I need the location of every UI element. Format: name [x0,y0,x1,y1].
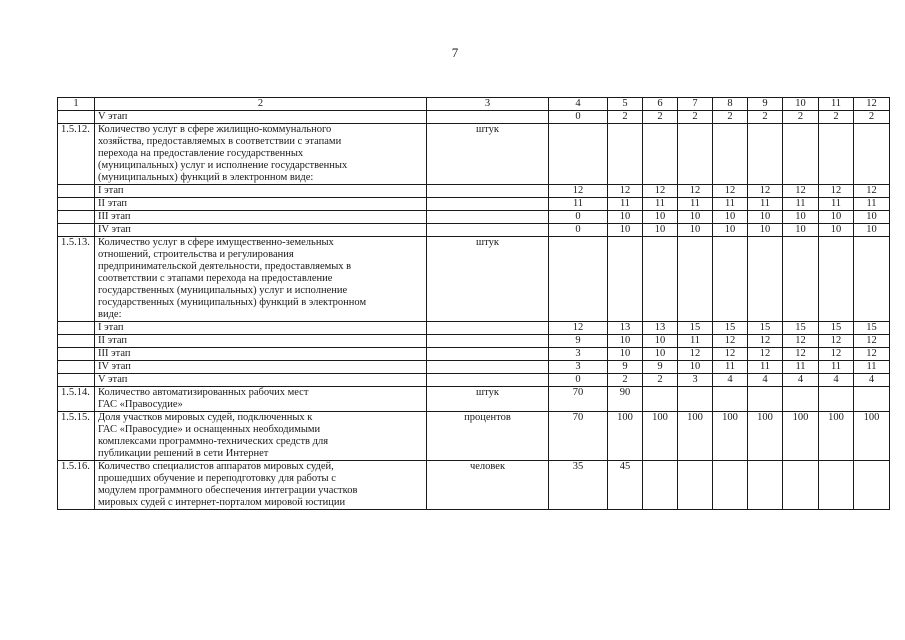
stage-row [58,322,890,335]
value-cell: 12 [713,185,748,198]
value-cell [748,237,783,322]
value-cell [549,124,608,185]
stage-label: I этап [95,322,427,335]
empty-cell [427,185,549,198]
value-cell [713,461,748,510]
empty-cell [427,348,549,361]
value-cell: 4 [748,374,783,387]
value-cell: 12 [713,335,748,348]
value-cell: 15 [678,322,713,335]
header-cell: 1 [58,98,95,111]
value-cell: 4 [854,374,890,387]
value-cell: 10 [819,224,854,237]
value-cell: 11 [748,198,783,211]
header-cell: 2 [95,98,427,111]
value-cell: 12 [748,348,783,361]
value-cell: 12 [854,335,890,348]
empty-cell [427,335,549,348]
value-cell: 12 [678,348,713,361]
value-cell: 0 [549,211,608,224]
value-cell [643,461,678,510]
value-cell: 11 [854,361,890,374]
value-cell [819,461,854,510]
value-cell: 100 [713,412,748,461]
empty-cell [58,374,95,387]
value-cell: 12 [783,348,819,361]
value-cell [678,461,713,510]
item-description: Количество услуг в сфере имущественно-земельных отношений, строительства и регулирования предпринимательской деятельности, предоставляемых в соответствии с этапами перехода на предоставление государственных (муниципальных) услуг и исполнение государственных (муниципальных) функций в электронном виде: [95,237,427,322]
value-cell [854,237,890,322]
value-cell: 12 [748,335,783,348]
value-cell: 2 [783,111,819,124]
header-cell: 8 [713,98,748,111]
empty-cell [58,348,95,361]
item-unit: процентов [427,412,549,461]
value-cell: 0 [549,111,608,124]
value-cell: 10 [643,335,678,348]
item-number: 1.5.14. [58,387,95,412]
item-unit: штук [427,124,549,185]
value-cell: 11 [748,361,783,374]
value-cell [678,237,713,322]
value-cell: 12 [854,348,890,361]
value-cell: 15 [713,322,748,335]
empty-cell [58,198,95,211]
header-row [58,98,890,111]
value-cell: 2 [748,111,783,124]
value-cell: 11 [678,335,713,348]
value-cell: 10 [643,348,678,361]
value-cell: 10 [783,211,819,224]
item-row [58,124,890,185]
value-cell: 2 [608,374,643,387]
stage-row [58,361,890,374]
value-cell: 100 [854,412,890,461]
empty-cell [58,322,95,335]
value-cell [713,124,748,185]
value-cell: 100 [678,412,713,461]
value-cell: 10 [854,211,890,224]
stage-label: II этап [95,198,427,211]
item-row [58,387,890,412]
stage-label: V этап [95,111,427,124]
stage-row [58,211,890,224]
empty-cell [58,335,95,348]
value-cell: 10 [819,211,854,224]
empty-cell [427,211,549,224]
item-description: Количество специалистов аппаратов мировых судей, прошедших обучение и переподготовку для работы с модулем программного обеспечения интеграции участков мировых судей с интернет-порталом мировой юстиции [95,461,427,510]
value-cell [819,124,854,185]
stage-row [58,198,890,211]
value-cell [783,124,819,185]
value-cell: 11 [643,198,678,211]
value-cell: 11 [783,198,819,211]
empty-cell [58,361,95,374]
header-cell: 12 [854,98,890,111]
value-cell: 70 [549,412,608,461]
value-cell: 70 [549,387,608,412]
header-cell: 4 [549,98,608,111]
value-cell: 10 [608,211,643,224]
value-cell: 100 [748,412,783,461]
item-description: Количество услуг в сфере жилищно-коммунального хозяйства, предоставляемых в соответствии с этапами перехода на предоставление государственных (муниципальных) услуг и исполнение государственных (муниципальных) функций в электронном виде: [95,124,427,185]
value-cell [643,237,678,322]
value-cell [608,124,643,185]
value-cell [783,461,819,510]
value-cell: 12 [549,185,608,198]
stage-label: I этап [95,185,427,198]
value-cell: 12 [549,322,608,335]
header-cell: 5 [608,98,643,111]
value-cell: 12 [783,185,819,198]
value-cell: 15 [854,322,890,335]
value-cell: 11 [713,361,748,374]
value-cell: 15 [783,322,819,335]
item-row [58,461,890,510]
item-number: 1.5.12. [58,124,95,185]
item-number: 1.5.15. [58,412,95,461]
item-row [58,237,890,322]
value-cell: 0 [549,374,608,387]
value-cell: 12 [678,185,713,198]
value-cell [549,237,608,322]
value-cell: 10 [643,224,678,237]
value-cell: 10 [713,224,748,237]
value-cell [748,124,783,185]
value-cell [819,387,854,412]
value-cell: 2 [854,111,890,124]
value-cell: 100 [819,412,854,461]
value-cell: 10 [678,224,713,237]
page-number: 7 [451,45,459,60]
value-cell: 2 [678,111,713,124]
value-cell: 0 [549,224,608,237]
value-cell [854,387,890,412]
value-cell: 12 [748,185,783,198]
item-unit: человек [427,461,549,510]
value-cell [819,237,854,322]
empty-cell [58,211,95,224]
stage-row [58,111,890,124]
value-cell: 100 [643,412,678,461]
value-cell: 12 [819,348,854,361]
header-cell: 11 [819,98,854,111]
stage-label: II этап [95,335,427,348]
value-cell: 2 [643,374,678,387]
stage-row [58,185,890,198]
value-cell: 35 [549,461,608,510]
value-cell: 15 [819,322,854,335]
header-cell: 6 [643,98,678,111]
item-unit: штук [427,387,549,412]
value-cell: 11 [819,361,854,374]
value-cell: 10 [713,211,748,224]
value-cell: 9 [549,335,608,348]
stage-row [58,224,890,237]
item-description: Доля участков мировых судей, подключенных к ГАС «Правосудие» и оснащенных необходимыми комплексами программно-технических средств для публикации решений в сети Интернет [95,412,427,461]
value-cell: 2 [608,111,643,124]
value-cell: 10 [783,224,819,237]
empty-cell [427,111,549,124]
empty-cell [427,361,549,374]
value-cell: 13 [643,322,678,335]
value-cell: 45 [608,461,643,510]
item-description: Количество автоматизированных рабочих мест ГАС «Правосудие» [95,387,427,412]
empty-cell [58,224,95,237]
value-cell: 9 [608,361,643,374]
empty-cell [58,111,95,124]
header-cell: 9 [748,98,783,111]
value-cell [748,461,783,510]
item-number: 1.5.16. [58,461,95,510]
item-row [58,412,890,461]
value-cell: 15 [748,322,783,335]
value-cell: 11 [549,198,608,211]
stage-row [58,335,890,348]
value-cell: 100 [608,412,643,461]
stage-label: III этап [95,348,427,361]
value-cell: 10 [678,361,713,374]
value-cell [608,237,643,322]
value-cell: 90 [608,387,643,412]
value-cell: 100 [783,412,819,461]
value-cell: 4 [713,374,748,387]
value-cell: 10 [608,348,643,361]
value-cell: 4 [783,374,819,387]
value-cell: 11 [713,198,748,211]
value-cell: 3 [678,374,713,387]
value-cell: 4 [819,374,854,387]
value-cell: 11 [854,198,890,211]
value-cell: 2 [643,111,678,124]
header-cell: 7 [678,98,713,111]
value-cell [854,124,890,185]
value-cell: 3 [549,361,608,374]
empty-cell [427,322,549,335]
value-cell: 10 [854,224,890,237]
value-cell: 11 [608,198,643,211]
value-cell [643,387,678,412]
value-cell: 10 [748,211,783,224]
empty-cell [58,185,95,198]
value-cell: 12 [608,185,643,198]
value-cell: 11 [819,198,854,211]
stage-row [58,348,890,361]
value-cell: 12 [783,335,819,348]
item-unit: штук [427,237,549,322]
stage-label: III этап [95,211,427,224]
value-cell: 9 [643,361,678,374]
value-cell: 11 [783,361,819,374]
value-cell: 12 [854,185,890,198]
value-cell [783,237,819,322]
indicators-table [57,97,890,510]
empty-cell [427,224,549,237]
empty-cell [427,374,549,387]
value-cell: 10 [748,224,783,237]
stage-label: IV этап [95,361,427,374]
item-number: 1.5.13. [58,237,95,322]
value-cell: 10 [608,335,643,348]
stage-label: V этап [95,374,427,387]
header-cell: 3 [427,98,549,111]
value-cell [748,387,783,412]
value-cell: 2 [713,111,748,124]
header-cell: 10 [783,98,819,111]
value-cell [678,387,713,412]
value-cell: 10 [643,211,678,224]
value-cell: 13 [608,322,643,335]
table-body [58,98,890,510]
value-cell [783,387,819,412]
value-cell: 12 [643,185,678,198]
value-cell: 10 [678,211,713,224]
empty-cell [427,198,549,211]
value-cell: 12 [713,348,748,361]
value-cell: 3 [549,348,608,361]
value-cell [713,237,748,322]
value-cell [854,461,890,510]
stage-row [58,374,890,387]
value-cell [713,387,748,412]
value-cell [678,124,713,185]
value-cell: 10 [608,224,643,237]
stage-label: IV этап [95,224,427,237]
value-cell [643,124,678,185]
value-cell: 12 [819,185,854,198]
value-cell: 11 [678,198,713,211]
value-cell: 12 [819,335,854,348]
value-cell: 2 [819,111,854,124]
